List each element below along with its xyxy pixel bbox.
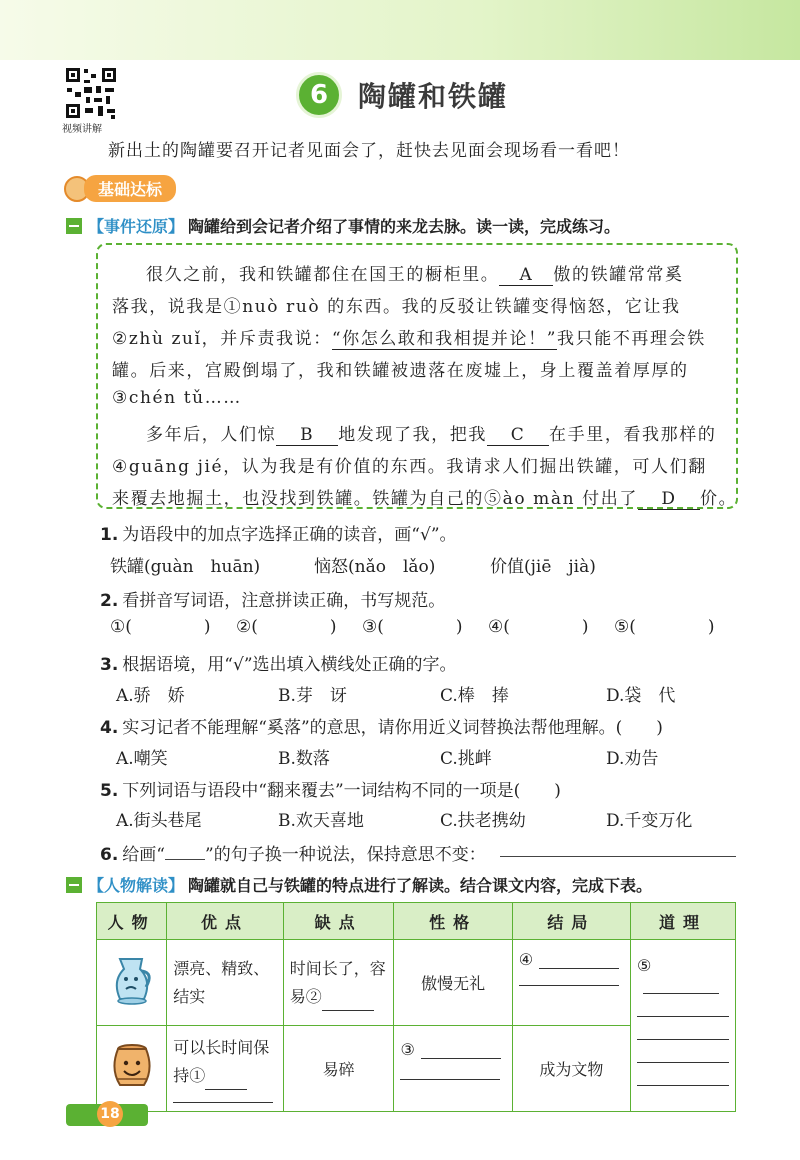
q5-option[interactable]: A.街头巷尾 [116, 811, 202, 831]
section-marker-icon [66, 877, 82, 893]
q2-slot[interactable]: ⑤( ) [614, 617, 715, 637]
answer-blank[interactable] [519, 985, 619, 986]
answer-blank[interactable] [539, 950, 619, 969]
section-marker-icon [66, 218, 82, 234]
answer-blank[interactable] [643, 975, 719, 994]
question-2: 2. 看拼音写词语，注意拼读正确，书写规范。 [100, 591, 446, 611]
character-table [96, 902, 736, 1112]
flaw-cell: 易碎 [283, 1026, 394, 1112]
table-row [97, 940, 736, 1026]
answer-blank[interactable] [400, 1079, 500, 1080]
answer-blank[interactable] [322, 992, 374, 1011]
basic-section-label: 基础达标 [84, 175, 176, 202]
answer-blank[interactable] [421, 1040, 501, 1059]
q2-slot[interactable]: ④( ) [488, 617, 589, 637]
q4-option[interactable]: D.劝告 [606, 749, 659, 769]
q4-option[interactable]: C.挑衅 [440, 749, 492, 769]
q1-option-c[interactable]: 价值(jiē jià) [490, 557, 596, 577]
q2-slot[interactable]: ②( ) [236, 617, 337, 637]
q2-slot[interactable]: ①( ) [110, 617, 211, 637]
passage-line: 罐。后来，宫殿倒塌了，我和铁罐被遗落在废墟上，身上覆盖着厚厚的 [112, 361, 689, 381]
answer-blank[interactable] [637, 1039, 729, 1040]
blank-a[interactable]: A [499, 265, 553, 286]
passage-line: ④guāng jié，认为我是有价值的东西。我请求人们掘出铁罐，可人们翻 [112, 457, 707, 477]
end-cell: 成为文物 [512, 1026, 630, 1112]
q1-option-b[interactable]: 恼怒(nǎo lǎo) [314, 557, 436, 577]
clay-pot-cell [97, 1026, 167, 1112]
q6-answer-line[interactable] [500, 856, 736, 857]
answer-blank[interactable] [637, 1085, 729, 1086]
passage-line: ②zhù zuǐ，并斥责我说：“你怎么敢和我相提并论！”我只能不再理会铁 [112, 329, 706, 349]
table-header-row [97, 903, 736, 940]
merit-cell: 可以长时间保持① [167, 1026, 284, 1112]
section-tag: 【人物解读】 [88, 876, 185, 895]
blank-d[interactable]: D [638, 489, 700, 510]
blank-b[interactable]: B [276, 425, 338, 446]
lesson-cell: ⑤ [631, 940, 736, 1112]
q2-slot[interactable]: ③( ) [362, 617, 463, 637]
page-number: 18 [97, 1101, 123, 1127]
qr-code-icon[interactable] [64, 66, 118, 120]
col-header: 人物 [97, 903, 167, 940]
intro-text: 新出土的陶罐要召开记者见面会了，赶快去见面会现场看一看吧！ [108, 141, 630, 161]
section-instruction: 陶罐就自己与铁罐的特点进行了解读。结合课文内容，完成下表。 [188, 876, 653, 895]
col-header: 优点 [167, 903, 284, 940]
answer-blank[interactable] [637, 1016, 729, 1017]
trait-cell: ③ [394, 1026, 512, 1112]
qr-label: 视频讲解 [62, 124, 102, 135]
question-3: 3. 根据语境，用“√”选出填入横线处正确的字。 [100, 655, 457, 675]
col-header: 性格 [394, 903, 512, 940]
q5-option[interactable]: C.扶老携幼 [440, 811, 526, 831]
top-banner [0, 0, 800, 60]
col-header: 道理 [631, 903, 736, 940]
passage-line: 很久之前，我和铁罐都住在国王的橱柜里。 A 傲的铁罐常常奚 [146, 265, 684, 285]
merit-cell: 漂亮、精致、结实 [167, 940, 284, 1026]
section-instruction: 陶罐给到会记者介绍了事情的来龙去脉。读一读，完成练习。 [188, 217, 621, 236]
q4-option[interactable]: A.嘲笑 [116, 749, 168, 769]
iron-pot-cell [97, 940, 167, 1026]
q3-option[interactable]: C.棒 捧 [440, 686, 509, 706]
end-cell: ④ [512, 940, 630, 1026]
clay-pot-icon [106, 1039, 158, 1095]
lesson-title: 陶罐和铁罐 [358, 80, 509, 113]
lesson-header [296, 72, 508, 118]
passage-line: 来覆去地掘土，也没找到铁罐。铁罐为自己的⑤ào màn 付出了 D 价。 [112, 489, 738, 509]
q5-option[interactable]: D.千变万化 [606, 811, 693, 831]
q4-option[interactable]: B.数落 [278, 749, 330, 769]
trait-cell: 傲慢无礼 [394, 940, 512, 1026]
passage-line: 多年后，人们惊 B 地发现了我，把我 C 在手里，看我那样的 [146, 425, 717, 445]
blank-c[interactable]: C [487, 425, 549, 446]
q5-option[interactable]: B.欢天喜地 [278, 811, 364, 831]
basic-section-badge [64, 175, 176, 202]
lesson-number: 6 [296, 72, 342, 118]
passage-line: ③chén tǔ…… [112, 388, 242, 408]
question-6: 6. 给画“ ”的句子换一种说法，保持意思不变： [100, 845, 486, 865]
question-4: 4. 实习记者不能理解“奚落”的意思，请你用近义词替换法帮他理解。( ) [100, 718, 663, 738]
q3-option[interactable]: D.袋 代 [606, 686, 676, 706]
section-event [66, 214, 620, 237]
answer-blank[interactable] [173, 1102, 273, 1103]
section-tag: 【事件还原】 [88, 217, 185, 236]
iron-pot-icon [106, 951, 158, 1011]
section-character [66, 873, 652, 896]
col-header: 结局 [512, 903, 630, 940]
question-1: 1. 为语段中的加点字选择正确的读音，画“√”。 [100, 525, 457, 545]
q3-option[interactable]: A.骄 娇 [116, 686, 185, 706]
underlined-sentence: “你怎么敢和我相提并论！” [331, 329, 558, 349]
question-5: 5. 下列词语与语段中“翻来覆去”一词结构不同的一项是( ) [100, 781, 561, 801]
q3-option[interactable]: B.芽 讶 [278, 686, 347, 706]
passage-line: 落我，说我是①nuò ruò 的东西。我的反驳让铁罐变得恼怒，它让我 [112, 297, 681, 317]
col-header: 缺点 [283, 903, 394, 940]
answer-blank[interactable] [637, 1062, 729, 1063]
q1-option-a[interactable]: 铁罐(guàn huān) [110, 557, 261, 577]
answer-blank[interactable] [205, 1071, 247, 1090]
flaw-cell: 时间长了，容易② [283, 940, 394, 1026]
